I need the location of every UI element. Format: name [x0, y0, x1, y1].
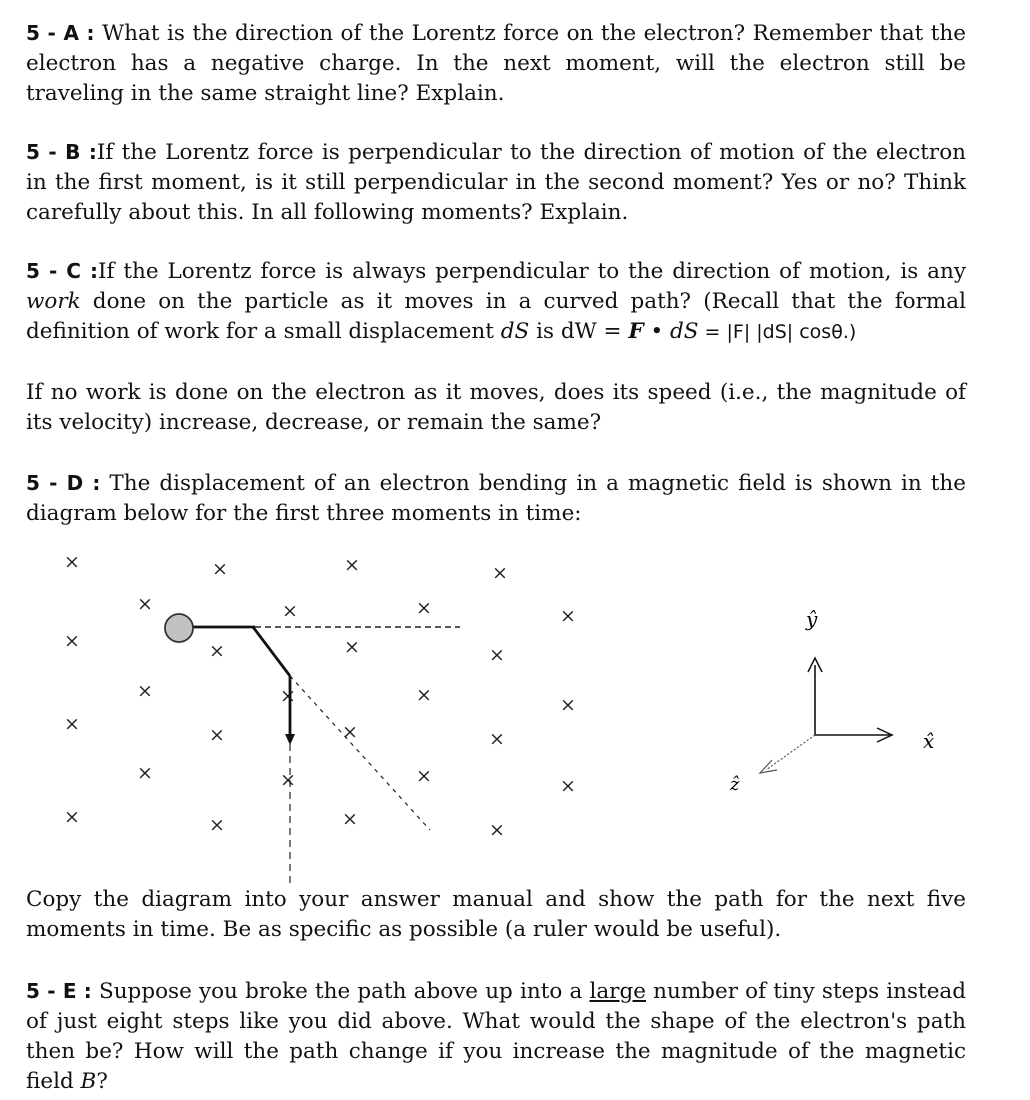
field-into-page-marker: ×: [209, 640, 225, 662]
field-into-page-marker: ×: [489, 728, 505, 750]
question-5d-text: The displacement of an electron bending in a magnetic field is shown in the diagram below for the first three moments in time:: [26, 471, 966, 526]
question-5d: [26, 468, 966, 529]
question-5a-label: 5 - A :: [26, 21, 95, 45]
large-emphasis: large: [589, 979, 646, 1004]
field-into-page-marker: ×: [209, 724, 225, 746]
field-into-page-marker: ×: [212, 558, 228, 580]
dot-symbol: •: [643, 319, 664, 344]
b-field-symbol: B: [80, 1069, 97, 1094]
question-5c-text-is: is dW =: [529, 319, 629, 344]
field-into-page-marker: ×: [344, 636, 360, 658]
question-5c-text-mid: done on the particle as it moves in a curved path? (Recall that the formal definition of work for a small displacement: [26, 289, 966, 344]
field-into-page-marker: ×: [560, 775, 576, 797]
field-into-page-marker: ×: [209, 814, 225, 836]
question-5c: [26, 256, 966, 347]
extended-path-guide-2: [290, 676, 430, 830]
path-arrowhead: [285, 734, 295, 745]
field-into-page-marker: ×: [282, 600, 298, 622]
question-5e-text-before: Suppose you broke the path above up into a: [98, 979, 590, 1004]
field-into-page-marker: ×: [64, 713, 80, 735]
path-segment-2: [253, 627, 290, 676]
field-into-page-marker: ×: [137, 593, 153, 615]
field-into-page-marker: ×: [137, 762, 153, 784]
question-5e-text-after: number of tiny steps instead of just eight steps like you did above. What would the shape of the electron's path then be? How will the path change if you increase the magnitude of the magnetic field: [26, 979, 966, 1094]
z-axis: [766, 735, 815, 770]
x-axis-label: x̂: [923, 729, 935, 753]
field-into-page-marker: ×: [64, 806, 80, 828]
question-5b: [26, 137, 966, 228]
ds-symbol: dS: [500, 319, 530, 344]
work-formula-tail: = |F| |dS| cosθ.): [698, 321, 857, 343]
field-into-page-marker: ×: [342, 721, 358, 743]
z-axis-arrow: [760, 760, 777, 773]
y-axis-label: ŷ: [806, 607, 818, 631]
question-5d-label: 5 - D :: [26, 471, 101, 495]
field-into-page-marker: ×: [416, 597, 432, 619]
field-into-page-marker: ×: [137, 680, 153, 702]
electron: [165, 614, 193, 642]
field-into-page-marker: ×: [64, 551, 80, 573]
field-into-page-marker: ×: [560, 605, 576, 627]
field-into-page-marker: ×: [489, 819, 505, 841]
work-emphasis: work: [26, 289, 81, 314]
field-into-page-marker: ×: [280, 769, 296, 791]
question-5b-label: 5 - B :: [26, 140, 97, 164]
question-5d-instructions: Copy the diagram into your answer manual and show the path for the next five moments in time. Be as specific as possible (a ruler would be useful).: [26, 887, 966, 942]
question-5c-label: 5 - C :: [26, 259, 99, 283]
field-into-page-marker: ×: [489, 644, 505, 666]
question-5e-end: ?: [96, 1069, 108, 1094]
force-symbol: F: [628, 319, 644, 344]
z-axis-label: ẑ: [730, 774, 740, 795]
field-into-page-marker: ×: [416, 684, 432, 706]
field-into-page-marker: ×: [280, 685, 296, 707]
field-into-page-marker: ×: [492, 562, 508, 584]
ds-symbol-2: dS: [670, 319, 699, 344]
question-5c-text-before: If the Lorentz force is always perpendicular to the direction of motion, is any: [98, 259, 966, 284]
field-into-page-marker: ×: [344, 554, 360, 576]
field-into-page-marker: ×: [342, 808, 358, 830]
question-5a-text: What is the direction of the Lorentz force on the electron? Remember that the electron has a negative charge. In the next moment, will the electron still be traveling in the same straight line? Explain.: [26, 21, 966, 106]
question-5b-text: If the Lorentz force is perpendicular to the direction of motion of the electron in the first moment, is it still perpendicular in the second moment? Yes or no? Think carefully about this. In all following moments? Explain.: [26, 140, 966, 225]
question-5c-followup: If no work is done on the electron as it moves, does its speed (i.e., the magnitude of its velocity) increase, decrease, or remain the same?: [26, 380, 966, 435]
question-5e: [26, 976, 966, 1097]
question-5a: [26, 18, 966, 109]
question-5e-label: 5 - E :: [26, 979, 92, 1003]
field-into-page-marker: ×: [560, 694, 576, 716]
field-markers: [64, 551, 576, 841]
field-into-page-marker: ×: [64, 630, 80, 652]
magnetic-field-diagram: [0, 540, 1030, 890]
coordinate-axes: [729, 607, 934, 795]
field-into-page-marker: ×: [416, 765, 432, 787]
